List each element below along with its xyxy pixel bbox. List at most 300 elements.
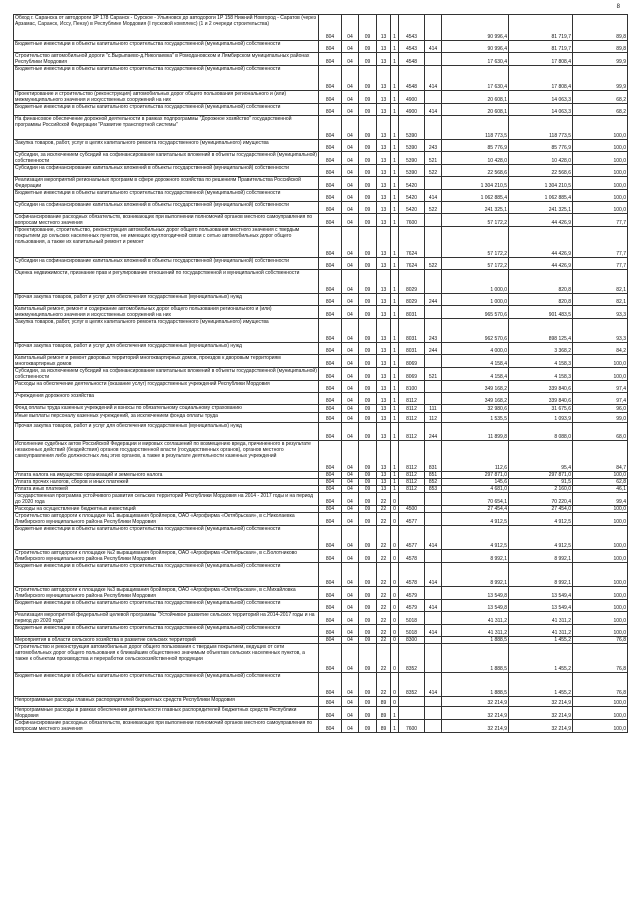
execution-percent: 100,0 — [573, 587, 628, 600]
planned-amount: 241 325,1 — [442, 202, 509, 214]
execution-percent: 76,8 — [573, 637, 628, 644]
table-row — [14, 91, 628, 104]
actual-amount: 1 455,2 — [509, 644, 573, 673]
subsection-code: 09 — [359, 368, 377, 381]
subprogram-code: 1 — [391, 707, 399, 720]
ministry-code: 804 — [319, 423, 342, 441]
execution-percent: 96,0 — [573, 405, 628, 413]
table-row — [14, 368, 628, 381]
expense-type-code — [425, 355, 442, 368]
subprogram-code: 1 — [391, 66, 399, 91]
expense-type-code: 244 — [425, 343, 442, 355]
subprogram-code: 1 — [391, 227, 399, 258]
table-row — [14, 526, 628, 550]
planned-amount: 112,6 — [442, 441, 509, 472]
planned-amount: 8 992,1 — [442, 563, 509, 587]
expense-type-code: 521 — [425, 152, 442, 165]
subprogram-code: 1 — [391, 486, 399, 493]
expense-type-code — [425, 214, 442, 227]
planned-amount: 32 980,6 — [442, 405, 509, 413]
actual-amount: 8 992,1 — [509, 550, 573, 563]
expense-type-code: 112 — [425, 413, 442, 423]
actual-amount: 1 093,9 — [509, 413, 573, 423]
table-row — [14, 405, 628, 413]
execution-percent: 77,7 — [573, 227, 628, 258]
subprogram-code: 1 — [391, 423, 399, 441]
planned-amount: 4 912,5 — [442, 513, 509, 526]
row-name: Непрограммные расходы в рамках обеспечения деятельности главных распорядителей бюджетных средств Республики Мордовия — [14, 707, 319, 720]
planned-amount: 1 000,0 — [442, 270, 509, 294]
table-row — [14, 343, 628, 355]
planned-amount: 4 158,4 — [442, 355, 509, 368]
subprogram-code: 0 — [391, 506, 399, 513]
section-code: 04 — [342, 53, 359, 66]
section-code: 04 — [342, 472, 359, 479]
subsection-code: 09 — [359, 165, 377, 177]
row-name: Капитальный ремонт и ремонт дворовых территорий многоквартирных домов, проездов к дворовым территориям многоквартирных домов — [14, 355, 319, 368]
subsection-code: 09 — [359, 405, 377, 413]
row-name: Мероприятия в области сельского хозяйства в развитие сельских территорий — [14, 637, 319, 644]
actual-amount: 1 062 885,4 — [509, 190, 573, 202]
subprogram-code: 1 — [391, 441, 399, 472]
row-name: Субсидии, за исключением субсидий на софинансирование капитальных вложений в объекты государственной (муниципальной) собственности — [15, 368, 317, 380]
subprogram-code: 1 — [391, 472, 399, 479]
table-row — [14, 587, 628, 600]
section-code: 04 — [342, 637, 359, 644]
table-row — [14, 563, 628, 587]
subprogram-code: 1 — [391, 479, 399, 486]
expense-type-code: 111 — [425, 405, 442, 413]
actual-amount: 14 063,3 — [509, 104, 573, 116]
row-name: Субсидии на софинансирование капитальных вложений в объекты государственной (муниципальной) собственности — [14, 258, 319, 270]
actual-amount: 95,4 — [509, 441, 573, 472]
section-code: 04 — [342, 441, 359, 472]
planned-amount: 349 168,2 — [442, 381, 509, 393]
row-name: Иные выплаты персоналу казенных учреждений, за исключением фонда оплаты труда — [14, 413, 319, 423]
planned-amount: 17 630,4 — [442, 66, 509, 91]
subprogram-code: 1 — [391, 720, 399, 733]
expense-type-code — [425, 644, 442, 673]
table-row — [14, 600, 628, 612]
execution-percent: 89,8 — [573, 41, 628, 53]
planned-amount: 4 000,0 — [442, 343, 509, 355]
subprogram-code: 1 — [391, 202, 399, 214]
execution-percent: 62,8 — [573, 479, 628, 486]
table-row — [14, 258, 628, 270]
row-name: Закупка товаров, работ, услуг в целях капитального ремонта государственного (муниципального) имущества — [14, 319, 319, 343]
subsection-code: 09 — [359, 697, 377, 707]
subprogram-code: 1 — [391, 343, 399, 355]
actual-amount: 4 158,3 — [509, 355, 573, 368]
row-name: Исполнение судебных актов Российской Федерации и мировых соглашений по возмещению вреда, причиненного в результате незаконных действий (бездействия) органов государственной власти (государственных органов), органов местного самоуправления либо должностных лиц этих органов, а также в результате деятельности казенных учреждений — [14, 441, 319, 472]
subsection-code: 09 — [359, 526, 377, 550]
article-code: 8029 — [399, 294, 425, 306]
article-code: 8300 — [399, 637, 425, 644]
section-code: 04 — [342, 600, 359, 612]
actual-amount: 22 568,6 — [509, 165, 573, 177]
planned-amount: 8 992,1 — [442, 550, 509, 563]
article-code: 4500 — [399, 506, 425, 513]
ministry-code: 804 — [319, 587, 342, 600]
row-name: Закупка товаров, работ, услуг в целях капитального ремонта государственного (муниципального) имущества — [14, 140, 319, 152]
actual-amount: 44 426,9 — [509, 214, 573, 227]
table-row — [14, 53, 628, 66]
section-code: 04 — [342, 66, 359, 91]
subprogram-code: 1 — [391, 104, 399, 116]
program-code: 13 — [377, 190, 391, 202]
ministry-code: 804 — [319, 506, 342, 513]
execution-percent: 68,2 — [573, 104, 628, 116]
row-name: Бюджетные инвестиции в объекты капитального строительства государственной (муниципальной) собственности — [14, 600, 319, 612]
planned-amount: 17 630,4 — [442, 53, 509, 66]
expense-type-code — [425, 116, 442, 140]
program-code: 13 — [377, 227, 391, 258]
row-name: Строительство автомобильной дороги "с.Вырыпаево-д.Николаевка" в Ромодановском и Лямбирском муниципальных районах Республики Мордовия — [14, 53, 319, 66]
section-code: 04 — [342, 612, 359, 625]
program-code: 89 — [377, 720, 391, 733]
actual-amount: 44 426,9 — [509, 227, 573, 258]
article-code: 5390 — [399, 140, 425, 152]
subprogram-code: 1 — [391, 214, 399, 227]
expense-type-code: 243 — [425, 140, 442, 152]
program-code: 22 — [377, 644, 391, 673]
execution-percent: 99,0 — [573, 413, 628, 423]
subprogram-code: 1 — [391, 393, 399, 405]
section-code: 04 — [342, 393, 359, 405]
subsection-code: 09 — [359, 587, 377, 600]
subprogram-code: 1 — [391, 319, 399, 343]
section-code: 04 — [342, 697, 359, 707]
execution-percent: 100,0 — [573, 720, 628, 733]
subprogram-code: 1 — [391, 368, 399, 381]
section-code: 04 — [342, 190, 359, 202]
expense-type-code: 522 — [425, 258, 442, 270]
program-code: 13 — [377, 214, 391, 227]
execution-percent: 100,0 — [573, 140, 628, 152]
article-code: 5018 — [399, 612, 425, 625]
actual-amount: 2 160,0 — [509, 486, 573, 493]
program-code: 22 — [377, 550, 391, 563]
ministry-code: 804 — [319, 165, 342, 177]
table-row — [14, 697, 628, 707]
actual-amount: 118 773,5 — [509, 116, 573, 140]
planned-amount: 4 912,5 — [442, 526, 509, 550]
subsection-code: 09 — [359, 202, 377, 214]
subprogram-code: 1 — [391, 53, 399, 66]
table-row — [14, 673, 628, 697]
section-code: 04 — [342, 294, 359, 306]
execution-percent: 97,4 — [573, 381, 628, 393]
program-code: 13 — [377, 177, 391, 190]
section-code: 04 — [342, 405, 359, 413]
table-row — [14, 707, 628, 720]
section-code: 04 — [342, 343, 359, 355]
ministry-code: 804 — [319, 697, 342, 707]
row-name: Проектирование и строительство (реконструкция) автомобильных дорог общего пользования регионального и (или) межмуниципального значения и искусственных сооружений на них — [14, 91, 319, 104]
ministry-code: 804 — [319, 493, 342, 506]
section-code: 04 — [342, 152, 359, 165]
ministry-code: 804 — [319, 472, 342, 479]
program-code: 13 — [377, 53, 391, 66]
ministry-code: 804 — [319, 526, 342, 550]
program-code: 13 — [377, 368, 391, 381]
ministry-code: 804 — [319, 413, 342, 423]
subprogram-code: 1 — [391, 177, 399, 190]
actual-amount: 820,8 — [509, 294, 573, 306]
row-name: Бюджетные инвестиции в объекты капитального строительства государственной (муниципальной) собственности — [14, 673, 319, 697]
expense-type-code: 831 — [425, 441, 442, 472]
expense-type-code: 521 — [425, 368, 442, 381]
article-code: 8031 — [399, 319, 425, 343]
program-code: 13 — [377, 441, 391, 472]
table-row — [14, 472, 628, 479]
subprogram-code: 1 — [391, 41, 399, 53]
subsection-code: 09 — [359, 41, 377, 53]
execution-percent: 97,4 — [573, 393, 628, 405]
table-row — [14, 294, 628, 306]
execution-percent: 68,2 — [573, 91, 628, 104]
subsection-code: 09 — [359, 319, 377, 343]
program-code: 22 — [377, 673, 391, 697]
execution-percent: 99,9 — [573, 66, 628, 91]
article-code: 8112 — [399, 441, 425, 472]
article-code: 4543 — [399, 15, 425, 41]
subsection-code: 09 — [359, 53, 377, 66]
expense-type-code — [425, 270, 442, 294]
execution-percent: 100,0 — [573, 513, 628, 526]
expense-type-code: 244 — [425, 423, 442, 441]
actual-amount: 4 158,3 — [509, 368, 573, 381]
actual-amount: 4 912,5 — [509, 526, 573, 550]
subprogram-code: 0 — [391, 644, 399, 673]
article-code: 5390 — [399, 152, 425, 165]
subsection-code: 09 — [359, 493, 377, 506]
section-code: 04 — [342, 550, 359, 563]
section-code: 04 — [342, 625, 359, 637]
article-code — [399, 697, 425, 707]
program-code: 13 — [377, 343, 391, 355]
section-code: 04 — [342, 227, 359, 258]
table-row — [14, 190, 628, 202]
ministry-code: 804 — [319, 393, 342, 405]
table-row — [14, 423, 628, 441]
execution-percent: 100,0 — [573, 550, 628, 563]
subsection-code: 09 — [359, 513, 377, 526]
ministry-code: 804 — [319, 486, 342, 493]
section-code: 04 — [342, 319, 359, 343]
table-row — [14, 116, 628, 140]
planned-amount: 297 871,0 — [442, 472, 509, 479]
planned-amount: 1 888,5 — [442, 673, 509, 697]
table-row — [14, 612, 628, 625]
row-name: Оценка недвижимости, признание прав и регулирование отношений по государственной и муниципальной собственности — [14, 270, 319, 294]
subprogram-code: 0 — [391, 550, 399, 563]
program-code: 13 — [377, 91, 391, 104]
planned-amount: 57 172,2 — [442, 258, 509, 270]
planned-amount: 10 428,0 — [442, 152, 509, 165]
table-row — [14, 165, 628, 177]
article-code: 4577 — [399, 513, 425, 526]
planned-amount: 1 304 210,5 — [442, 177, 509, 190]
ministry-code: 804 — [319, 550, 342, 563]
subsection-code: 09 — [359, 423, 377, 441]
subsection-code: 09 — [359, 15, 377, 41]
ministry-code: 804 — [319, 140, 342, 152]
row-name: Прочая закупка товаров, работ и услуг для обеспечения государственных (муниципальных) нужд — [14, 343, 319, 355]
section-code: 04 — [342, 413, 359, 423]
article-code: 7624 — [399, 258, 425, 270]
ministry-code: 804 — [319, 306, 342, 319]
table-row — [14, 177, 628, 190]
section-code: 04 — [342, 720, 359, 733]
expense-type-code — [425, 637, 442, 644]
article-code: 8112 — [399, 486, 425, 493]
table-row — [14, 152, 628, 165]
section-code: 04 — [342, 202, 359, 214]
table-row — [14, 637, 628, 644]
expense-type-code — [425, 697, 442, 707]
article-code: 8069 — [399, 368, 425, 381]
subprogram-code: 1 — [391, 270, 399, 294]
table-row — [14, 104, 628, 116]
planned-amount: 41 311,2 — [442, 612, 509, 625]
program-code: 22 — [377, 513, 391, 526]
section-code: 04 — [342, 644, 359, 673]
planned-amount: 41 311,2 — [442, 625, 509, 637]
table-row — [14, 214, 628, 227]
execution-percent: 84,2 — [573, 343, 628, 355]
row-name: Уплата иных платежей — [14, 486, 319, 493]
actual-amount: 44 426,9 — [509, 258, 573, 270]
planned-amount: 1 000,0 — [442, 294, 509, 306]
section-code: 04 — [342, 41, 359, 53]
planned-amount: 965 570,6 — [442, 306, 509, 319]
planned-amount: 349 168,2 — [442, 393, 509, 405]
ministry-code: 804 — [319, 673, 342, 697]
row-name: Реализация мероприятий федеральной целевой программы "Устойчивое развитие сельских территорий на 2014-2017 годы и на период до 2020 года" — [14, 612, 319, 625]
actual-amount: 8 088,0 — [509, 423, 573, 441]
execution-percent: 46,1 — [573, 486, 628, 493]
section-code: 04 — [342, 587, 359, 600]
section-code: 04 — [342, 513, 359, 526]
actual-amount: 32 214,9 — [509, 707, 573, 720]
row-name: Реализация мероприятий региональных программ в сфере дорожного хозяйства по решениям Правительства Российской Федерации — [14, 177, 319, 190]
article-code: 8112 — [399, 393, 425, 405]
expense-type-code: 414 — [425, 526, 442, 550]
program-code: 13 — [377, 381, 391, 393]
program-code: 89 — [377, 697, 391, 707]
article-code: 8100 — [399, 381, 425, 393]
subprogram-code: 0 — [391, 587, 399, 600]
section-code: 04 — [342, 479, 359, 486]
section-code: 04 — [342, 355, 359, 368]
article-code: 8031 — [399, 306, 425, 319]
table-row — [14, 140, 628, 152]
planned-amount: 32 214,9 — [442, 697, 509, 707]
section-code: 04 — [342, 91, 359, 104]
article-code: 8031 — [399, 343, 425, 355]
article-code: 5390 — [399, 116, 425, 140]
program-code: 22 — [377, 612, 391, 625]
program-code: 13 — [377, 258, 391, 270]
ministry-code: 804 — [319, 104, 342, 116]
table-row — [14, 550, 628, 563]
expense-type-code: 414 — [425, 600, 442, 612]
table-row — [14, 513, 628, 526]
execution-percent: 93,3 — [573, 319, 628, 343]
article-code: 4579 — [399, 600, 425, 612]
subprogram-code: 1 — [391, 381, 399, 393]
execution-percent: 93,3 — [573, 306, 628, 319]
row-name: Субсидии на софинансирование капитальных вложений в объекты государственной (муниципальной) собственности — [14, 202, 319, 214]
table-row — [14, 720, 628, 733]
subsection-code: 09 — [359, 563, 377, 587]
execution-percent: 100,0 — [573, 707, 628, 720]
subprogram-code: 1 — [391, 190, 399, 202]
row-name: Фонд оплаты труда казенных учреждений и взносы по обязательному социальному страхованию — [14, 405, 319, 413]
article-code: 5420 — [399, 190, 425, 202]
section-code: 04 — [342, 270, 359, 294]
subprogram-code: 1 — [391, 116, 399, 140]
article-code: 8112 — [399, 413, 425, 423]
subsection-code: 09 — [359, 177, 377, 190]
planned-amount: 118 773,5 — [442, 116, 509, 140]
table-row — [14, 227, 628, 258]
section-code: 04 — [342, 177, 359, 190]
subsection-code: 09 — [359, 355, 377, 368]
section-code: 04 — [342, 104, 359, 116]
subprogram-code: 0 — [391, 673, 399, 697]
row-name: Бюджетные инвестиции в объекты капитального строительства государственной (муниципальной) собственности — [14, 104, 319, 116]
ministry-code: 804 — [319, 258, 342, 270]
actual-amount: 297 871,0 — [509, 472, 573, 479]
expense-type-code — [425, 493, 442, 506]
expense-type-code: 414 — [425, 104, 442, 116]
table-row — [14, 66, 628, 91]
table-row — [14, 493, 628, 506]
execution-percent: 68,0 — [573, 423, 628, 441]
actual-amount: 1 304 210,5 — [509, 177, 573, 190]
expense-type-code — [425, 15, 442, 41]
subprogram-code: 1 — [391, 355, 399, 368]
execution-percent: 99,9 — [573, 53, 628, 66]
ministry-code: 804 — [319, 343, 342, 355]
row-name: Софинансирование расходных обязательств, возникающих при выполнении полномочий органов местного самоуправления по вопросам местного значения — [14, 214, 319, 227]
subsection-code: 09 — [359, 190, 377, 202]
ministry-code: 804 — [319, 91, 342, 104]
program-code: 13 — [377, 165, 391, 177]
expense-type-code — [425, 177, 442, 190]
subsection-code: 09 — [359, 600, 377, 612]
planned-amount: 32 214,9 — [442, 720, 509, 733]
row-name: Бюджетные инвестиции в объекты капитального строительства государственной (муниципальной) собственности — [14, 526, 319, 550]
ministry-code: 804 — [319, 270, 342, 294]
execution-percent: 82,1 — [573, 294, 628, 306]
article-code: 7624 — [399, 227, 425, 258]
subsection-code: 09 — [359, 550, 377, 563]
subprogram-code: 0 — [391, 600, 399, 612]
execution-percent: 100,0 — [573, 202, 628, 214]
expense-type-code — [425, 587, 442, 600]
planned-amount: 1 535,5 — [442, 413, 509, 423]
planned-amount: 20 608,1 — [442, 91, 509, 104]
article-code: 4548 — [399, 66, 425, 91]
program-code: 22 — [377, 493, 391, 506]
execution-percent: 100,0 — [573, 368, 628, 381]
execution-percent: 100,0 — [573, 355, 628, 368]
planned-amount: 27 454,4 — [442, 506, 509, 513]
subsection-code: 09 — [359, 214, 377, 227]
